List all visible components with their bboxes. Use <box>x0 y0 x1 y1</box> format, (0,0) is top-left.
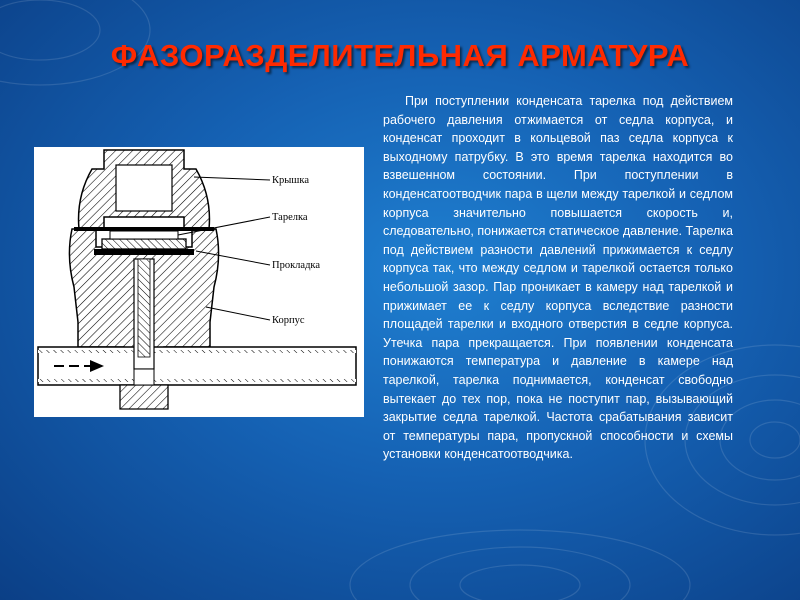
steam-trap-diagram <box>34 147 364 417</box>
label-disc: Тарелка <box>272 212 308 223</box>
label-cover: Крышка <box>272 175 309 186</box>
label-gasket: Прокладка <box>272 260 321 271</box>
description-paragraph: При поступлении конденсата тарелка под действием рабочего давления отжимается от седла корпуса, и конденсат проходит в кольцевой паз седла корпуса к выходному патрубку. В это время тарелка находится во взвешенном состоянии. При поступлении в конденсатоотводчик пара в щели между тарелкой и седлом корпуса значительно повышается скорость и, следовательно, понижается статическое давление. Тарелка под действием разности давлений прижимается к седлу корпуса так, что между седлом и тарелкой остается только небольшой зазор. Пар проникает в камеру над тарелкой и прижимает ее к седлу корпуса вследствие разности площадей тарелки и входного отверстия в седле корпуса. Утечка пара прекращается. При появлении конденсата понижаются температура и давление в камере над тарелкой, тарелка поднимается, конденсат свободно вытекает до тех пор, пока не поступит пар, вызывающий закрытие седла тарелкой. Частота срабатывания зависит от температуры пара, пропускной способности и схемы установки конденсатоотводчика. <box>383 94 733 462</box>
label-body: Корпус <box>272 315 305 326</box>
disc-part <box>102 231 186 249</box>
cover-part <box>79 150 210 229</box>
slide-title: ФАЗОРАЗДЕЛИТЕЛЬНАЯ АРМАТУРА <box>110 38 690 73</box>
body-part <box>38 229 356 409</box>
